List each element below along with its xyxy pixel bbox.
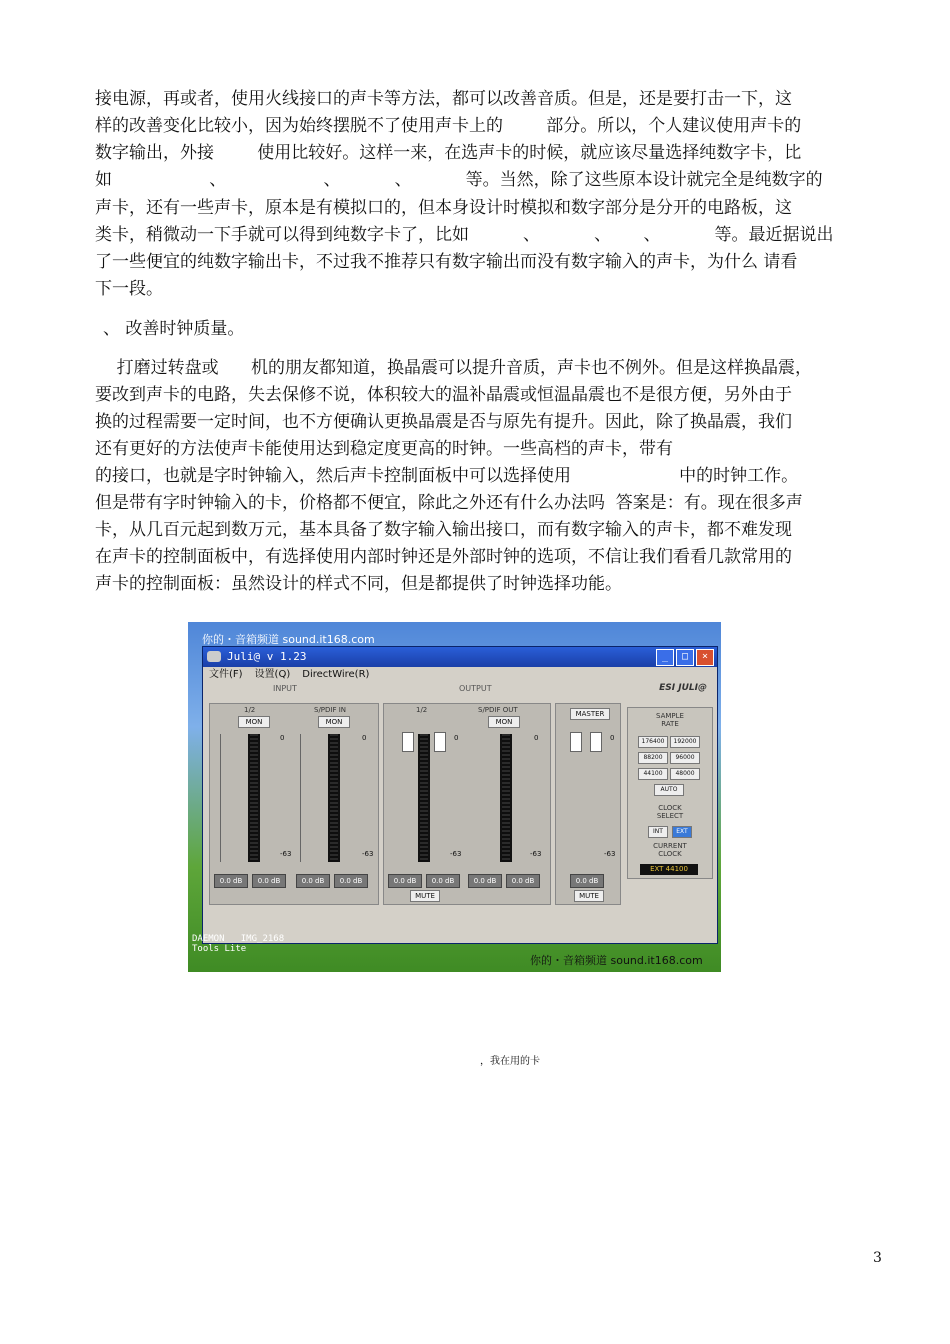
- db-readout: 0.0 dB: [214, 874, 248, 888]
- db-readout: 0.0 dB: [388, 874, 422, 888]
- master-fader[interactable]: [590, 732, 602, 752]
- level-meter: [328, 734, 340, 862]
- menu-directwire[interactable]: DirectWire(R): [302, 669, 370, 680]
- text-line: 数字输出，外接 使用比较好。这样一来，在选声卡的时候，就应该尽量选择纯数字卡，比: [95, 143, 802, 163]
- db-readout: 0.0 dB: [468, 874, 502, 888]
- text-line: 了一些便宜的纯数字输出卡，不过我不推荐只有数字输出而没有数字输入的声卡，为什么 请看: [95, 252, 798, 272]
- menu-file[interactable]: 文件(F): [209, 669, 243, 680]
- maximize-icon[interactable]: □: [676, 649, 694, 666]
- text-line: 类卡，稍微动一下手就可以得到纯数字卡了，比如 、 、 、 等。最近据说出: [95, 225, 834, 245]
- mute-button[interactable]: MUTE: [574, 890, 604, 902]
- rate-button[interactable]: 48000: [670, 768, 700, 780]
- level-meter: [248, 734, 260, 862]
- level-meter: [500, 734, 512, 862]
- scale-min: -63: [530, 850, 542, 858]
- rate-button[interactable]: 176400: [638, 736, 668, 748]
- watermark-bottom: 你的・音箱频道 sound.it168.com: [530, 954, 703, 967]
- scale-zero: 0: [454, 734, 459, 742]
- text-line: 的接口，也就是字时钟输入，然后声卡控制面板中可以选择使用 中的时钟工作。: [95, 466, 799, 486]
- db-readout: 0.0 dB: [296, 874, 330, 888]
- current-clock-label: CURRENT CLOCK: [653, 842, 687, 858]
- db-readout: 0.0 dB: [506, 874, 540, 888]
- spdif-out-label: S/PDIF OUT: [478, 706, 518, 714]
- db-readout: 0.0 dB: [334, 874, 368, 888]
- text-line: 声卡的控制面板：虽然设计的样式不同，但是都提供了时钟选择功能。: [95, 574, 622, 594]
- tab-output: OUTPUT: [459, 684, 492, 693]
- rate-button[interactable]: 44100: [638, 768, 668, 780]
- clock-select-label: CLOCK SELECT: [656, 804, 684, 820]
- text-line: 打磨过转盘或 机的朋友都知道，换晶震可以提升音质，声卡也不例外。但是这样换晶震，: [95, 358, 813, 378]
- menu-settings[interactable]: 设置(Q): [254, 669, 291, 680]
- scale-zero: 0: [610, 734, 615, 742]
- control-panel-screenshot: [188, 622, 721, 972]
- text-line: 如 、 、 、 等。当然，除了这些原本设计就完全是纯数字的: [95, 170, 823, 190]
- scale-min: -63: [604, 850, 616, 858]
- text-line: 下一段。: [95, 279, 163, 299]
- window-buttons: [656, 649, 714, 666]
- window-title: Juli@ v 1.23: [227, 650, 307, 663]
- volume-fader[interactable]: [434, 732, 446, 752]
- section-tabs: [203, 683, 717, 697]
- master-fader[interactable]: [570, 732, 582, 752]
- mute-button[interactable]: MUTE: [410, 890, 440, 902]
- text-line: 样的改善变化比较小，因为始终摆脱不了使用声卡上的 部分。所以，个人建议使用声卡的: [95, 116, 802, 136]
- input-channel-label: 1/2: [244, 706, 256, 714]
- monitor-button[interactable]: MON: [318, 716, 350, 728]
- monitor-button[interactable]: MON: [488, 716, 520, 728]
- text-line: 换的过程需要一定时间，也不方便确认更换晶震是否与原先有提升。因此，除了换晶震，我们: [95, 412, 792, 432]
- scale-min: -63: [450, 850, 462, 858]
- menu-bar: [203, 667, 717, 683]
- text-line: 接电源，再或者，使用火线接口的声卡等方法，都可以改善音质。但是，还是要打击一下，这: [95, 89, 792, 109]
- title-bar: [203, 647, 717, 667]
- desktop-icons-text: DAEMON IMG_2168 Tools Lite: [192, 934, 285, 954]
- text-line: 声卡，还有一些声卡，原本是有模拟口的，但本身设计时模拟和数字部分是分开的电路板，这: [95, 198, 792, 218]
- int-clock-button[interactable]: INT: [648, 826, 668, 838]
- input-panel: [209, 703, 379, 905]
- scale-zero: 0: [362, 734, 367, 742]
- spdif-in-label: S/PDIF IN: [314, 706, 347, 714]
- level-meter: [418, 734, 430, 862]
- minimize-icon[interactable]: _: [656, 649, 674, 666]
- ext-clock-button[interactable]: EXT: [672, 826, 692, 838]
- current-clock-value: EXT 44100: [640, 864, 698, 875]
- output-channel-label: 1/2: [416, 706, 428, 714]
- scale-zero: 0: [280, 734, 285, 742]
- section-heading: 、 改善时钟质量。: [103, 319, 245, 339]
- meter-scale: [300, 734, 309, 862]
- rate-button[interactable]: 192000: [670, 736, 700, 748]
- text-line: 还有更好的方法使声卡能使用达到稳定度更高的时钟。一些高档的声卡，带有: [95, 439, 673, 459]
- app-icon: [207, 651, 221, 662]
- juli-window: [202, 646, 718, 944]
- scale-min: -63: [280, 850, 292, 858]
- text-line: 要改到声卡的电路，失去保修不说，体积较大的温补晶震或恒温晶震也不是很方便，另外由于: [95, 385, 792, 405]
- tab-input: INPUT: [273, 684, 297, 693]
- text-line: 但是带有字时钟输入的卡，价格都不便宜，除此之外还有什么办法吗 答案是：有。现在很多声: [95, 493, 803, 513]
- output-panel: [383, 703, 551, 905]
- monitor-button[interactable]: MON: [238, 716, 270, 728]
- master-panel: [555, 703, 621, 905]
- brand-logo: ESI JULI@: [659, 683, 707, 693]
- watermark-top: 你的・音箱频道 sound.it168.com: [202, 633, 375, 646]
- master-label: MASTER: [570, 708, 610, 720]
- volume-fader[interactable]: [402, 732, 414, 752]
- auto-button[interactable]: AUTO: [654, 784, 684, 796]
- text-line: 卡，从几百元起到数万元，基本具备了数字输入输出接口，而有数字输入的声卡，都不难发现: [95, 520, 792, 540]
- sample-rate-label: SAMPLE RATE: [656, 712, 684, 728]
- close-icon[interactable]: ×: [696, 649, 714, 666]
- scale-zero: 0: [534, 734, 539, 742]
- db-readout: 0.0 dB: [252, 874, 286, 888]
- clock-panel: [627, 707, 713, 879]
- text-line: 在声卡的控制面板中，有选择使用内部时钟还是外部时钟的选项，不信让我们看看几款常用的: [95, 547, 792, 567]
- page-number: 3: [873, 1250, 882, 1266]
- db-readout: 0.0 dB: [570, 874, 604, 888]
- db-readout: 0.0 dB: [426, 874, 460, 888]
- figure-caption: ，我在用的卡: [480, 1056, 540, 1067]
- rate-button[interactable]: 88200: [638, 752, 668, 764]
- scale-min: -63: [362, 850, 374, 858]
- rate-button[interactable]: 96000: [670, 752, 700, 764]
- meter-scale: [220, 734, 229, 862]
